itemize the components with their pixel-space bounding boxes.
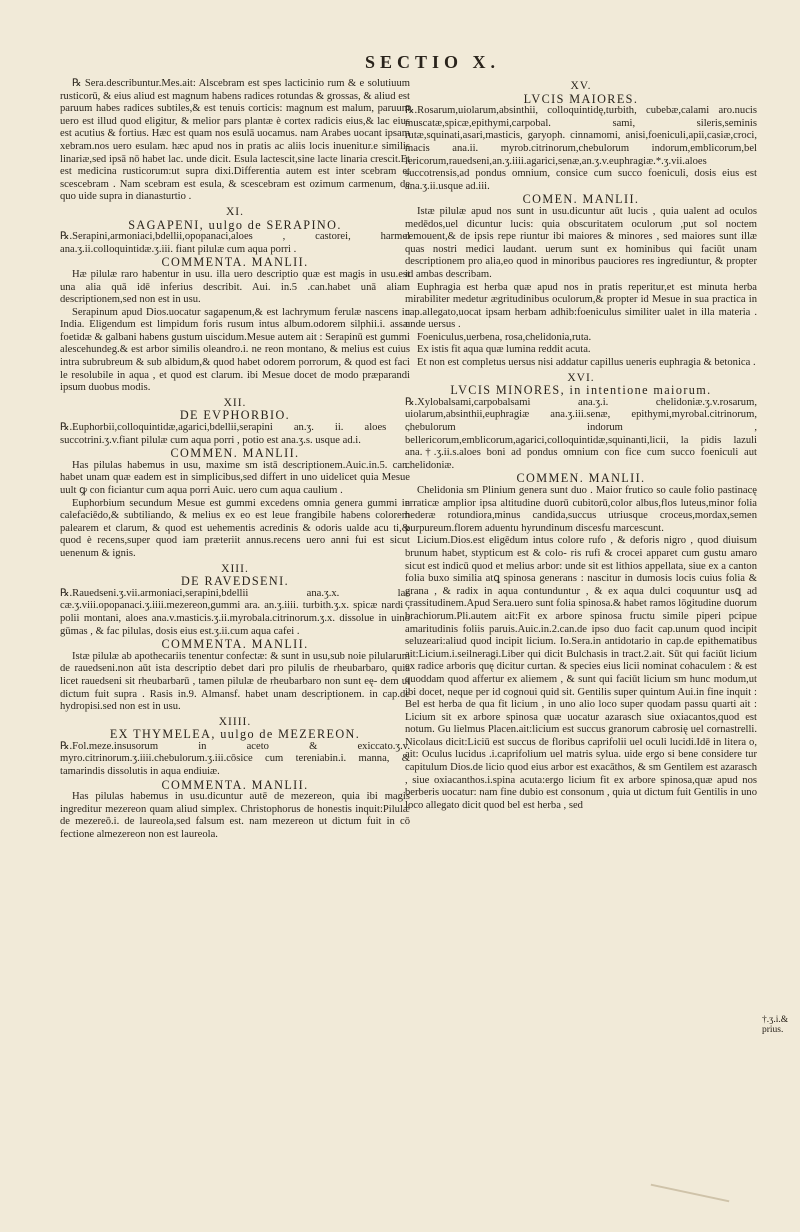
section-heading: COMMEN. MANLII. (170, 446, 300, 461)
recipe-paragraph: ℞.Euphorbii,colloquintidæ,agarici,bdellii,serapini an.ʒ. ii. aloes , succotrini.ʒ.v.fiant pilulæ cum aqua porri , potio est ana.ʒ.s. usque ad.i. (60, 422, 410, 446)
body-paragraph: Chelidonia sm Plinium genera sunt duo . Maior frutico so caule folio pastinacę erraticæ amplior ipsa altitudine duorū cubitorū,color albus,flos luteus,minor folia hederæ rotundiora,minus candida,succus utriusque croceus,mordax,semen purpureum.florem aduentu hyrundinum discesfu marcescunt. (405, 485, 757, 534)
left-column (60, 78, 410, 842)
body-paragraph: Has pilulas habemus in usu.dicuntur autē de mezereon, quia ibi magis ingreditur mezereon quam aliud simplex. Christophorus de honestis inquit:Pilulæ de mezereō.i. de laureola,sed falsum est. nam mezereon ut dictum fuit in cō fectione almezereon non est laureola. (60, 791, 410, 841)
section-heading: DE RAVEDSENI. (180, 574, 290, 589)
body-paragraph: Euphragia est herba quæ apud nos in pratis reperitur,et est minuta herba mirabiliter medetur ægritudinibus oculorum,& propter id Mesue in sua practica in cap.allegato,uocat ipsam herbam adhib:foeniculus similiter ualet in illa materia . unde uersus . (405, 281, 757, 331)
section-heading: COMMEN. MANLII. (516, 471, 646, 486)
right-column (405, 78, 757, 812)
body-paragraph: Istæ pilulæ ab apothecariis tenentur confectæ: & sunt in usu,sub noie pilularum de rauedseni.non aūt ista descriptio debet dari pro pilulis de rheubarbaro, quia licet rauedseni sit rheubarbarū , tamen pilulæ de rheubarbaro non sunt eę- dem ut dictum fuit supra . Rasis in.9. Almansf. habet unam descriptionem. in cap.de hydropisi.sed non est in usu. (60, 650, 410, 713)
body-paragraph: Hæ pilulæ raro habentur in usu. illa uero descriptio quæ est magis in usu.est una alia quā idē inferius describit. Aui. in.5 .can.habet unā aliam descriptionem,sed non est in usu. (60, 268, 410, 306)
recipe-paragraph: ℞.Xylobalsami,carpobalsami ana.ʒ.i. chelidoniæ.ʒ.v.rosarum, uiolarum,absinthii,euphragiæ ana.ʒ.iii.senæ, epithymi,myrobal.citrinorum, chebulorum indorum , bellericorum,emblicorum,agarici,colloquintidæ,squinanti,licii, la pidis lazuli ana.†.ʒ.ii.s.aloes boni ad pondus omnium con fice cum succo foeniculi aut chelidoniæ. (405, 396, 757, 471)
body-paragraph: ℞ Sera.describuntur.Mes.ait: Alscebram est spes lacticinio rum & e solutiuum rusticorū, & eius aliud est magnum habens radices rotundas & grossas, & aliud est paruum habes radices subtiles,& est tenuis corticis: magnum est malum, paruum uero est illud quod eligitur, & melior pars plantæ è cortex radicis eius,& lac eius est acutius & fortius. Hæc est quam nos esulā uocamus. nam Arabes uocant ipsam xebram.nos uero esulam. hæc apud nos in pratis ac aliis locis inuenitur.e similis linariæ,sed ipsā nō habet lac. unde dicit. Esula lactescit,sine lacte linaria crescit.Et est medicina rusticorum:ut supra dixi.Differentia autem est inter scebram et scescebram . Nam scebram est esula, & scescebram est ozimum carmenum, de quo uide supra in dianasturtio . (60, 78, 410, 203)
running-head: SECTIO X. (364, 52, 500, 72)
body-paragraph: Licium.Dios.est eligēdum intus colore rufo , & deforis nigro , quod diuisum brunum habet, stypticum est & colo- ris rufi & crocei apparet cum gustu amaro sicut est indicū quod et melius arbor: unde sit est lithios appellata, siue ex a canton folia buxo similia atꝗ spinosa generans : nascitur in dumosis locis cuius folia & grana , & radix in aqua contunduntur , & ex aqua dulci coquuntur usꝗ ad crassitudinem.Apud Sera.uero sunt folia spinosa.& habet ramos lōgitudine duorum brachiorum.Pli.autem ait:Fit ex arbore spinosa fructu simile piperi pcipue amaritudinis foliis paruis.Auic.in.2.can.de ipso duo facit cap.unum quod incipit seluzeari:aliud quod incipit licium. Io.Sera.in antidotario in cap.de epithematibus ait:Licium.i.seilneragi.Liber qui dicit Bulchasis in tract.2.ait. Sūt qui faciūt licium ex radice arboris quę dicitur curtan. & species eius licii nominat cohaculem : & est quoddam quod affertur ex aliemem , & sunt qui faciūt licium sm hunc modum,ut ibi docet, neque per id cognoui quid sit. Gentilis super quintum Aui.in fine inquit : Bel est herba de qua fit licium , in uno alio loco super quodam passu quarti ait : Licium sit ex arbore spinosa quæ uocatur azarasch siue oxiacantos,quod est notum. Gu lielmus Placen.ait:licium est succus granorum cabrosię uel cornastrelli. Nicolaus dicit:Liciū est succus de floribus caprifolii uel oculi lucidi.Idē in litera o, ait: Oculus lucidus .i.caprifolium uel matris sylua. uide ergo si bene considere tur capitulum Dios.de licio quod eius arbor est exacāthos, & sm Gentilem est azarasch , siue oxiacanthos.i.spina acuta:ergo licium fit ex arbore spinosa,quæ apud nos berberis uocatur: nam fine dubio est consonum , quia ut dictum fuit Gentilis in uno loco allegato dicit quod bel est herba , sed (405, 535, 757, 811)
section-number: XIIII. (218, 715, 252, 728)
page-stain (651, 1184, 730, 1203)
section-number: XVI. (567, 371, 595, 384)
body-paragraph: Ex istis fit aqua quæ lumina reddit acuta. (417, 344, 591, 356)
margin-note: †.ʒ.i.& prius. (762, 1015, 789, 1035)
section-heading: COMMENTA. MANLII. (161, 255, 309, 270)
recipe-paragraph: ℞.Fol.meze.insusorum in aceto & exiccato.ʒ.v. myro.citrinorum.ʒ.iiii.chebulorum.ʒ.iii.cōsice cum tereniabin.i. manna, & tamarindis dissolutis in aqua endiuiæ. (60, 740, 410, 778)
body-paragraph: Et non est completus uersus nisi addatur capillus ueneris euphragia & betonica . (417, 357, 756, 369)
body-paragraph: Istæ pilulæ apud nos sunt in usu.dicuntur aūt lucis , quia ualent ad oculos medēdos,uel dicuntur lucis: quia obscuritatem oculorum ,put sol noctem remouent,& de ipsis repe riuntur ibi maiores & minores , sed maiores sunt illæ quas nostri medici laudant. uerum sunt ex hominibus qui faciūt unam descriptionem pro alia,eo quod in minoribus pauciores res ingrediuntur, & propter id ambas describam. (405, 205, 757, 280)
section-heading: SAGAPENI, uulgo de SERAPINO. (128, 217, 342, 232)
section-heading: LVCIS MINORES, in intentione maiorum. (450, 383, 712, 398)
body-paragraph: Serapinum apud Dios.uocatur sagapenum,& est lachrymum ferulæ nascens in India. Eligendum est limpidum foris rusum intus album.odorem silphii.i. assæ foetidæ & galbani habens gustum uiscidum.Mesue autem ait : Serapinū est gummi alescehundeg.& est arbor similis oleandro.i. ne reon montano, & melius est cuius intra subrubreum & sub albidum,& quod habet odorem porrorum, & quod est faci le resolubile in aqua , et quod est clarum. ibi Mesue docet de modo præparandi ipsum duobus modis. (60, 306, 410, 394)
recipe-paragraph: ℞.Rosarum,uiolarum,absinthii, colloquintidę,turbith, cubebæ,calami aro.nucis muscatæ,spicæ,epithymi,carpobal. sami, sileris,seminis rutæ,squinati,asari,masticis, garyoph. cinnamomi, anisi,foeniculi,apii,casiæ,croci, macis ana.ii. myrob.citrinorum,chebulorum indorum,emblicorum,bel lericorum,rauedseni,an.ʒ.iiii.agarici,senæ,an.ʒ.v.euphragiæ.*.ʒ.vii.aloes succotrensis,ad pondus omnium, consice cum succo foeniculi, dosis eius est ana.ʒ.ii.usque ad.iii. (405, 105, 757, 192)
section-number: XIII. (221, 562, 249, 575)
section-heading: LVCIS MAIORES. (523, 91, 639, 106)
body-paragraph: Euphorbium secundum Mesue est gummi excedens omnia genera gummi in calefaciēdo,& subtiliando, & melius ex eo est leue frangibile habens colorem palearem et clarum, & quod est uehementis acredinis & odoris ualde acu ti,& quod è recens,super quod iam præteriit annus.recens uero anni fui est sicut uenenum & ignis. (60, 497, 410, 559)
body-paragraph: Has pilulas habemus in usu, maxime sm istā descriptionem.Auic.in.5. can. habet unam quæ eadem est in simplicibus,sed differt in uno uidelicet quia Mesue uult ꝙ con ficiantur cum aqua porri Auic. uero cum aqua caulium . (60, 459, 410, 496)
section-heading: DE EVPHORBIO. (179, 408, 291, 423)
recipe-paragraph: ℞.Rauedseni.ʒ.vii.armoniaci,serapini,bdellii ana.ʒ.x. lac cæ.ʒ.viii.opopanaci.ʒ.iiii.mezereon,gummi ara. an.ʒ.iiii. turbith.ʒ.x. spicæ nardi , polii montani, aloes ana.v.masticis.ʒ.ii.myrobala.citrinorum.ʒ.x. dissolue in uino gūmas , & fac pilulas, dosis eius est.ʒ.ii.cum aqua cafei . (60, 587, 410, 637)
body-paragraph: Foeniculus,uerbena, rosa,chelidonia,ruta. (417, 331, 592, 343)
section-number: XV. (570, 80, 592, 92)
recipe-paragraph: ℞.Serapini,armoniaci,bdellii,opopanaci,aloes , castorei, harmel ana.ʒ.ii.colloquintidæ.ʒ.iii. fiant pilulæ cum aqua porri . (60, 231, 410, 255)
section-heading: COMMENTA. MANLII. (161, 777, 309, 792)
section-number: XII. (223, 396, 247, 409)
section-heading: COMMENTA. MANLII. (161, 637, 309, 652)
section-number: XI. (225, 205, 244, 218)
section-heading: EX THYMELEA, uulgo de MEZEREON. (109, 727, 361, 742)
section-heading: COMEN. MANLII. (522, 192, 640, 207)
